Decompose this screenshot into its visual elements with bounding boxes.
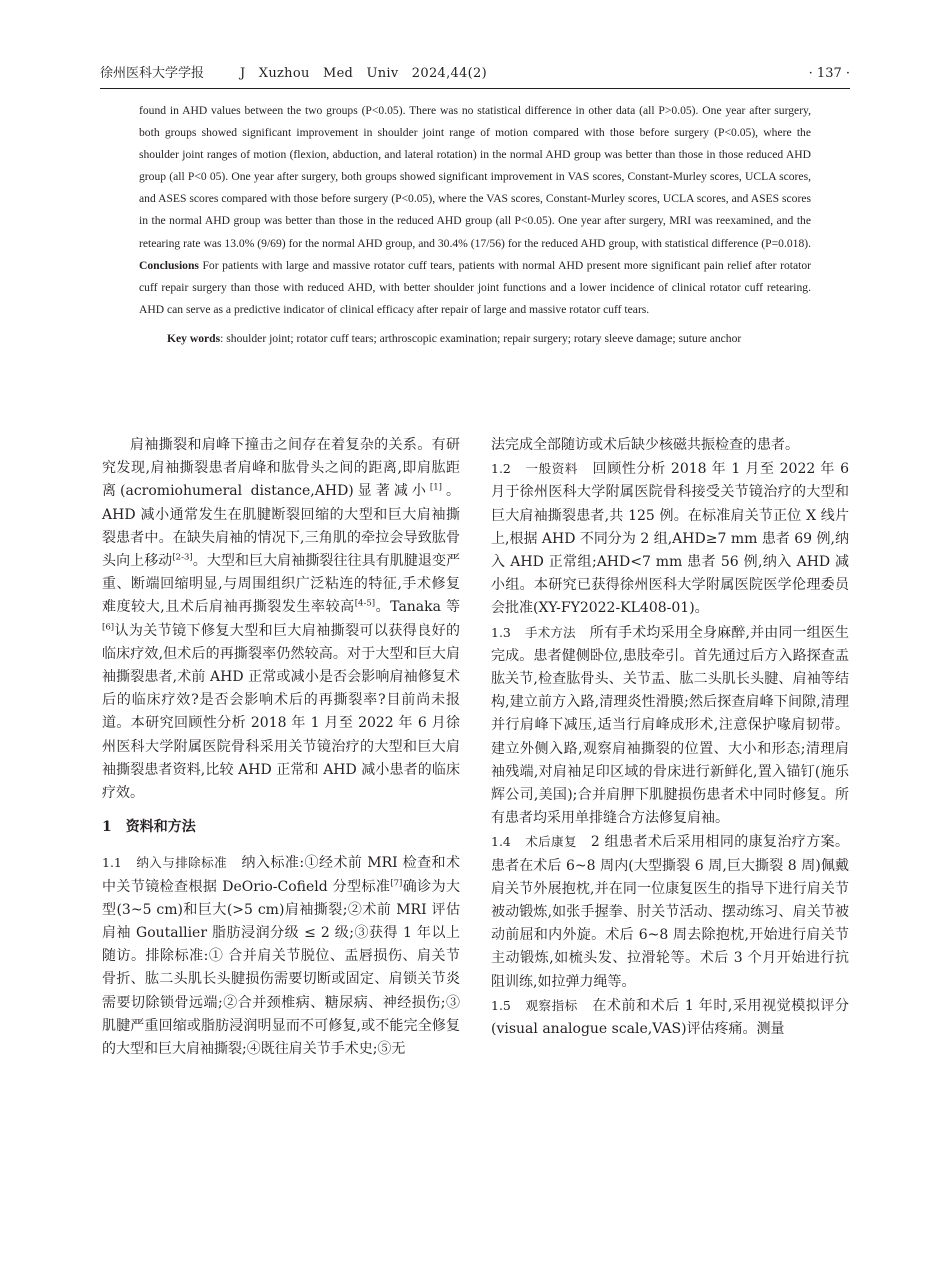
subsection-number: 1.1 xyxy=(102,855,122,871)
subsection-1-2 xyxy=(491,457,849,620)
subsection-text: 2 组患者术后采用相同的康复治疗方案。患者在术后 6~8 周内(大型撕裂 6 周,巨大撕裂 8 周)佩戴肩关节外展抱枕,并在同一位康复医生的指导下进行肩关节被动锻炼,如张手握拳、肘关节活动、摆动练习、肩关节被动前屈和内外旋。术后 6~8 周去除抱枕,开始进行肩关节主动锻炼,如梳头发、拉滑轮等。术后 3 个月开始进行抗阻训练,如拉弹力绳等。 xyxy=(491,834,849,990)
abstract-line: reexamined, and the retearing rate was 13.0% (9/69) for the normal AHD group, and 30.4% (17/56) for the reduced xyxy=(139,214,811,250)
citation-ref: [7] xyxy=(390,878,403,888)
english-abstract xyxy=(139,100,811,349)
subsection-text: 纳入标准:①经术前 MRI 检查和术中关节镜检查根据 DeOrio-Cofield 分型标准 xyxy=(102,855,460,895)
abstract-line: normal AHD group was better than those in those reduced AHD group (all P<0 05). One year after surgery, both groups xyxy=(139,148,811,184)
subsection-number: 1.4 xyxy=(491,834,511,850)
subsection-number: 1.2 xyxy=(491,461,511,477)
abstract-line: those before surgery (P<0.05), where the VAS scores, Constant-Murley scores, UCLA scores, and ASES scores in the xyxy=(139,192,811,228)
intro-text: 。AHD 减小通常发生在肌腱断裂回缩的大型和巨大肩袖撕裂患者中。在缺失肩袖的情况下,三角肌的牵拉会导致肱骨头向上移动 xyxy=(102,483,460,570)
abstract-paragraph xyxy=(139,100,811,321)
subsection-text: 回顾性分析 2018 年 1 月至 2022 年 6 月于徐州医科大学附属医院骨科接受关节镜治疗的大型和巨大肩袖撕裂患者,共 125 例。在标准肩关节正位 X 线片上,根据 AHD 不同分为 2 组,AHD≥7 mm 患者 69 例,纳入 AHD 正常组;AHD<7 mm 患者 56 例,纳入 AHD 减小组。本研究已获得徐州医科大学附属医院医学伦理委员会批准(XY-FY2022-KL408-01)。 xyxy=(491,461,849,617)
left-column xyxy=(102,434,460,1061)
abstract-line: normal AHD group was better than those in the reduced AHD group (all P<0.05). One year after surgery, MRI was xyxy=(169,214,713,228)
intro-text: 肩袖撕裂和肩峰下撞击之间存在着复杂的关系。有研究发现,肩袖撕裂患者肩峰和肱骨头之间的距离,即肩肱距离(acromiohumeral distance,AHD)显著减小 xyxy=(102,437,460,500)
subsection-title: 观察指标 xyxy=(524,997,578,1013)
intro-text: 。Tanaka 等 xyxy=(375,599,460,616)
subsection-title: 术后康复 xyxy=(524,834,577,850)
abstract-line: found in AHD values between the two groups (P<0.05). There was no statistical difference in other data (all P>0.05). xyxy=(139,104,699,117)
subsection-title: 一般资料 xyxy=(524,461,579,477)
subsection-1-5 xyxy=(491,994,849,1041)
keywords-label: Key words xyxy=(167,331,221,345)
citation-ref: [2-3] xyxy=(172,552,193,563)
subsection-text: 所有手术均采用全身麻醉,并由同一组医生完成。患者健侧卧位,患肢牵引。首先通过后方入路探查盂肱关节,检查肱骨头、关节盂、肱二头肌长头腱、肩袖等结构,建立前方入路,清理炎性滑膜;然后探查肩峰下间隙,清理并行肩峰下减压,适当行肩峰成形术,注意保护喙肩韧带。建立外侧入路,观察肩袖撕裂的位置、大小和形态;清理肩袖残端,对肩袖足印区域的骨床进行新鲜化,置入锚钉(施乐辉公司,美国);合并肩胛下肌腱损伤患者术中同时修复。所有患者均采用单排缝合方法修复肩袖。 xyxy=(491,624,849,827)
keywords-text: : shoulder joint; rotator cuff tears; arthroscopic examination; repair surgery; rotary sleeve damage; suture anchor xyxy=(220,331,742,345)
citation-ref: [4-5] xyxy=(354,598,376,609)
conclusions-label: Conclusions xyxy=(139,258,199,272)
abstract-line: patients with normal AHD present more significant pain relief after rotator cuff repair surgery than those with reduced AHD, with better shoulder joint functions and a lower incidence of clinical rotator cuff retearing. AHD can serve as a predictive indicator of clinical efficacy after repair of large and massive rotator cuff tears. xyxy=(139,258,811,316)
journal-citation: J Xuzhou Med Univ 2024,44(2) xyxy=(240,66,487,81)
abstract-line: One year after surgery, both groups showed significant improvement in shoulder joint range of motion compared with those xyxy=(139,104,812,140)
subsection-1-4 xyxy=(491,830,849,993)
citation-ref: [1] xyxy=(429,482,442,493)
subsection-1-3 xyxy=(491,621,849,831)
section-number: 1 xyxy=(102,819,112,836)
intro-text: 。大型和巨大肩袖撕裂往往具有肌腱退变严重、断端回缩明显,与周围组织广泛粘连的特征,手术修复难度较大,且术后肩袖再撕裂发生率较高 xyxy=(102,553,461,616)
subsection-number: 1.3 xyxy=(491,624,511,640)
page-number: · 137 · xyxy=(808,66,850,81)
abstract-line: showed significant improvement in VAS scores, Constant-Murley scores, UCLA scores, and ASES scores compared with xyxy=(139,170,811,206)
keywords-line xyxy=(139,328,811,349)
subsection-title: 手术方法 xyxy=(524,624,576,640)
right-column xyxy=(491,434,849,1041)
abstract-line: before surgery (P<0.05), where the shoulder joint ranges of motion (flexion, abduction, and lateral rotation) in the xyxy=(139,126,811,162)
subsection-text: 确诊为大型(3~5 cm)和巨大(>5 cm)肩袖撕裂;②术前 MRI 评估肩袖 Goutallier 脂肪浸润分级 ≤ 2 级;③获得 1 年以上随访。排除标准:① 合并肩关节脱位、盂唇损伤、肩关节骨折、肱二头肌长头腱损伤需要切断或固定、肩锁关节炎需要切除锁骨远端;②合并颈椎病、糖尿病、神经损伤;③肌腱严重回缩或脂肪浸润明显而不可修复,或不能完全修复的大型和巨大肩袖撕裂;④既往肩关节手术史;⑤无 xyxy=(102,878,461,1058)
section-heading xyxy=(102,816,460,839)
abstract-line: AHD group, with statistical difference (P=0.018). xyxy=(580,236,812,250)
continued-text: 法完成全部随访或术后缺少核磁共振检查的患者。 xyxy=(491,437,799,453)
subsection-title: 纳入与排除标准 xyxy=(135,855,228,871)
running-header xyxy=(100,60,850,89)
subsection-text: 在术前和术后 1 年时,采用视觉模拟评分(visual analogue scale,VAS)评估疼痛。测量 xyxy=(491,997,849,1038)
citation-ref: [6] xyxy=(102,621,115,632)
subsection-1-1 xyxy=(102,851,460,1061)
intro-text: 认为关节镜下修复大型和巨大肩袖撕裂可以获得良好的临床疗效,但术后的再撕裂率仍然较高。对于大型和巨大肩袖撕裂患者,术前 AHD 正常或减小是否会影响肩袖修复术后的临床疗效?是否会影响术后的再撕裂率?目前尚未报道。本研究回顾性分析 2018 年 1 月至 2022 年 6 月徐州医科大学附属医院骨科采用关节镜治疗的大型和巨大肩袖撕裂患者资料,比较 AHD 正常和 AHD 减小患者的临床疗效。 xyxy=(102,622,460,802)
section-title: 资料和方法 xyxy=(125,819,196,836)
subsection-number: 1.5 xyxy=(491,997,511,1013)
journal-name-cn: 徐州医科大学学报 xyxy=(100,66,205,81)
abstract-line: For patients with large and massive rotator cuff tears, xyxy=(198,258,455,272)
intro-paragraph xyxy=(102,434,460,805)
